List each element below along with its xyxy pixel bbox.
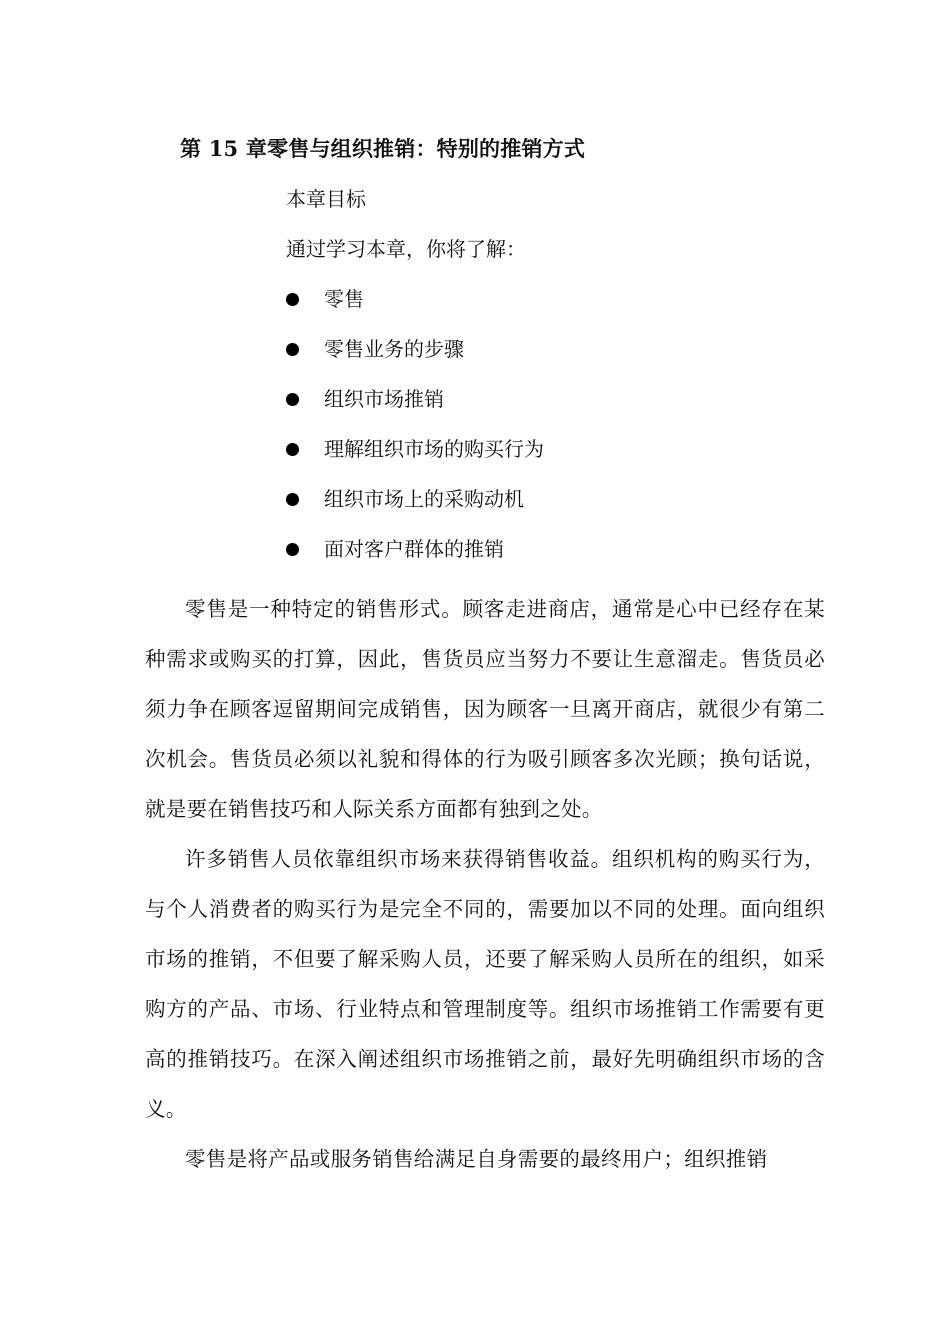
objectives-intro: 通过学习本章，你将了解：	[286, 237, 526, 261]
objective-text: 组织市场推销	[324, 387, 444, 411]
objective-text: 零售	[324, 287, 364, 311]
list-item	[286, 434, 544, 484]
objectives-heading: 本章目标	[286, 187, 366, 211]
paragraph-organizational-market: 许多销售人员依靠组织市场来获得销售收益。组织机构的购买行为，与个人消费者的购买行为是完全不同的，需要加以不同的处理。面向组织市场的推销，不但要了解采购人员，还要了解采购人员所在的组织，如采购方的产品、市场、行业特点和管理制度等。组织市场推销工作需要有更高的推销技巧。在深入阐述组织市场推销之前，最好先明确组织市场的含义。	[145, 847, 825, 1121]
paragraph-retail-intro: 零售是一种特定的销售形式。顾客走进商店，通常是心中已经存在某种需求或购买的打算，因此，售货员应当努力不要让生意溜走。售货员必须力争在顾客逗留期间完成销售，因为顾客一旦离开商店，就很少有第二次机会。售货员必须以礼貌和得体的行为吸引顾客多次光顾；换句话说，就是要在销售技巧和人际关系方面都有独到之处。	[145, 597, 825, 821]
bullet-icon	[286, 443, 299, 456]
objective-text: 面对客户群体的推销	[324, 537, 504, 561]
list-item	[286, 384, 544, 434]
objective-text: 零售业务的步骤	[324, 337, 464, 361]
paragraph-retail-definition: 零售是将产品或服务销售给满足自身需要的最终用户；组织推销	[185, 1147, 768, 1171]
list-item	[286, 334, 544, 384]
objective-text: 组织市场上的采购动机	[324, 487, 524, 511]
list-item	[286, 534, 544, 584]
bullet-icon	[286, 493, 299, 506]
list-item	[286, 484, 544, 534]
bullet-icon	[286, 293, 299, 306]
list-item	[286, 284, 544, 334]
bullet-icon	[286, 343, 299, 356]
bullet-icon	[286, 543, 299, 556]
chapter-title: 第 15 章零售与组织推销：特别的推销方式	[180, 136, 586, 161]
bullet-icon	[286, 393, 299, 406]
objective-text: 理解组织市场的购买行为	[324, 437, 544, 461]
body-text	[145, 584, 825, 1184]
objective-list	[286, 284, 544, 584]
